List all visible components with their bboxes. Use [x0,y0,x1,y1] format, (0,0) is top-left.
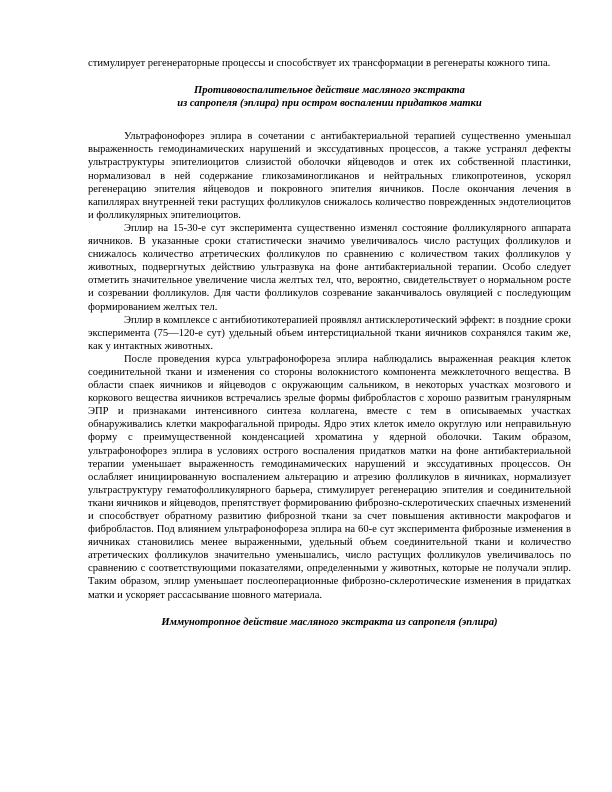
paragraph: Эплир на 15-30-е сут эксперимента существенно изменял состояние фолликулярного аппарата яичников. В указанные сроки статистически значимо увеличивалось число растущих фолликулов и снижалось количество атретических фолликулов по сравнению с количеством таких фолликулов у животных, подвергнутых действию ультразвука на фоне антибактериальной терапии. Особо следует отметить значительное увеличение числа желтых тел, что, вероятно, свидетельствует о нормальном росте и созревании фолликулов. Для части фолликулов созревание заканчивалось овуляцией с последующим формированием желтых тел. [88,222,571,313]
paragraph: Ультрафонофорез эплира в сочетании с антибактериальной терапией существенно уменьшал выраженность гемодинамических нарушений и экссудативных процессов, а также устранял дефекты ультраструктуры эпителиоцитов слизистой оболочки яйцеводов и отек их собственной пластинки, нормализовал в ней содержание гликозаминогликанов и нейтральных гликопротеинов, ускорял регенерацию эпителия яйцеводов и покровного эпителия яичников. После окончания лечения в капиллярах внутренней теки растущих фолликулов снижалось количество поврежденных эндотелиоцитов и фолликулярных эпителиоцитов. [88,131,571,221]
section-title-immunotropic: Иммунотропное действие масляного экстракта из сапропеля (эплира) [161,616,498,628]
section-body [88,130,571,601]
section-title-line-2: из сапропеля (эплира) при остром воспалении придатков матки [177,98,482,110]
paragraph: После проведения курса ультрафонофореза эплира наблюдались выраженная реакция клеток соединительной ткани и изменения со стороны волокнистого компонента межклеточного вещества. В области спаек яичников и яйцеводов с окружающим сальником, в некоторых участках мозгового и коркового вещества яичников встречались зрелые формы фибробластов с хорошо развитым гранулярным ЭПР и признаками интенсивного синтеза коллагена, вместе с тем в описываемых участках обнаруживались клетки макрофагальной природы. Ядро этих клеток имело округлую или неправильную форму с преимущественной конденсацией хроматина у ядерной оболочки. Таким образом, ультрафонофорез эплира в условиях острого воспаления придатков матки на фоне антибактериальной терапии уменьшает выраженность гемодинамических нарушений и экссудативных процессов. Он ослабляет инициированную воспалением альтерацию и атрезию фолликулов в яичниках, нормализует ультраструктуру гематофолликулярного барьера, стимулирует регенерацию эпителия и соединительной ткани яичников и яйцеводов, препятствует формированию фиброзно-склеротических спаечных изменений и способствует обратному развитию фиброзной ткани за счет повышения активности макрофагов и фибробластов. Под влиянием ультрафонофореза эплира на 60-е сут эксперимента фиброзные изменения в яичниках становились менее выраженными, удельный объем соединительной ткани и количество атретических фолликулов значительно уменьшались, число растущих фолликулов увеличивалось по сравнению с соответствующими показателями, определенными у животных, которые не получали эплир. Таким образом, эплир уменьшает послеоперационные фиброзно-склеротические изменения в придатках матки и ускоряет рассасывание шовного материала. [88,353,571,601]
section-heading-anti-inflammatory [88,84,571,110]
paragraph: Эплир в комплексе с антибиотикотерапией проявлял антисклеротический эффект: в поздние сроки эксперимента (75—120-е сут) удельный объем интерстициальной ткани яичников сохранялся таким же, как у интактных животных. [88,314,571,352]
continuation-text: стимулирует регенераторные процессы и способствует их трансформации в регенераты кожного типа. [88,58,551,69]
section-title-line-1: Противовоспалительное действие масляного экстракта [194,85,465,97]
document-page [88,57,571,629]
